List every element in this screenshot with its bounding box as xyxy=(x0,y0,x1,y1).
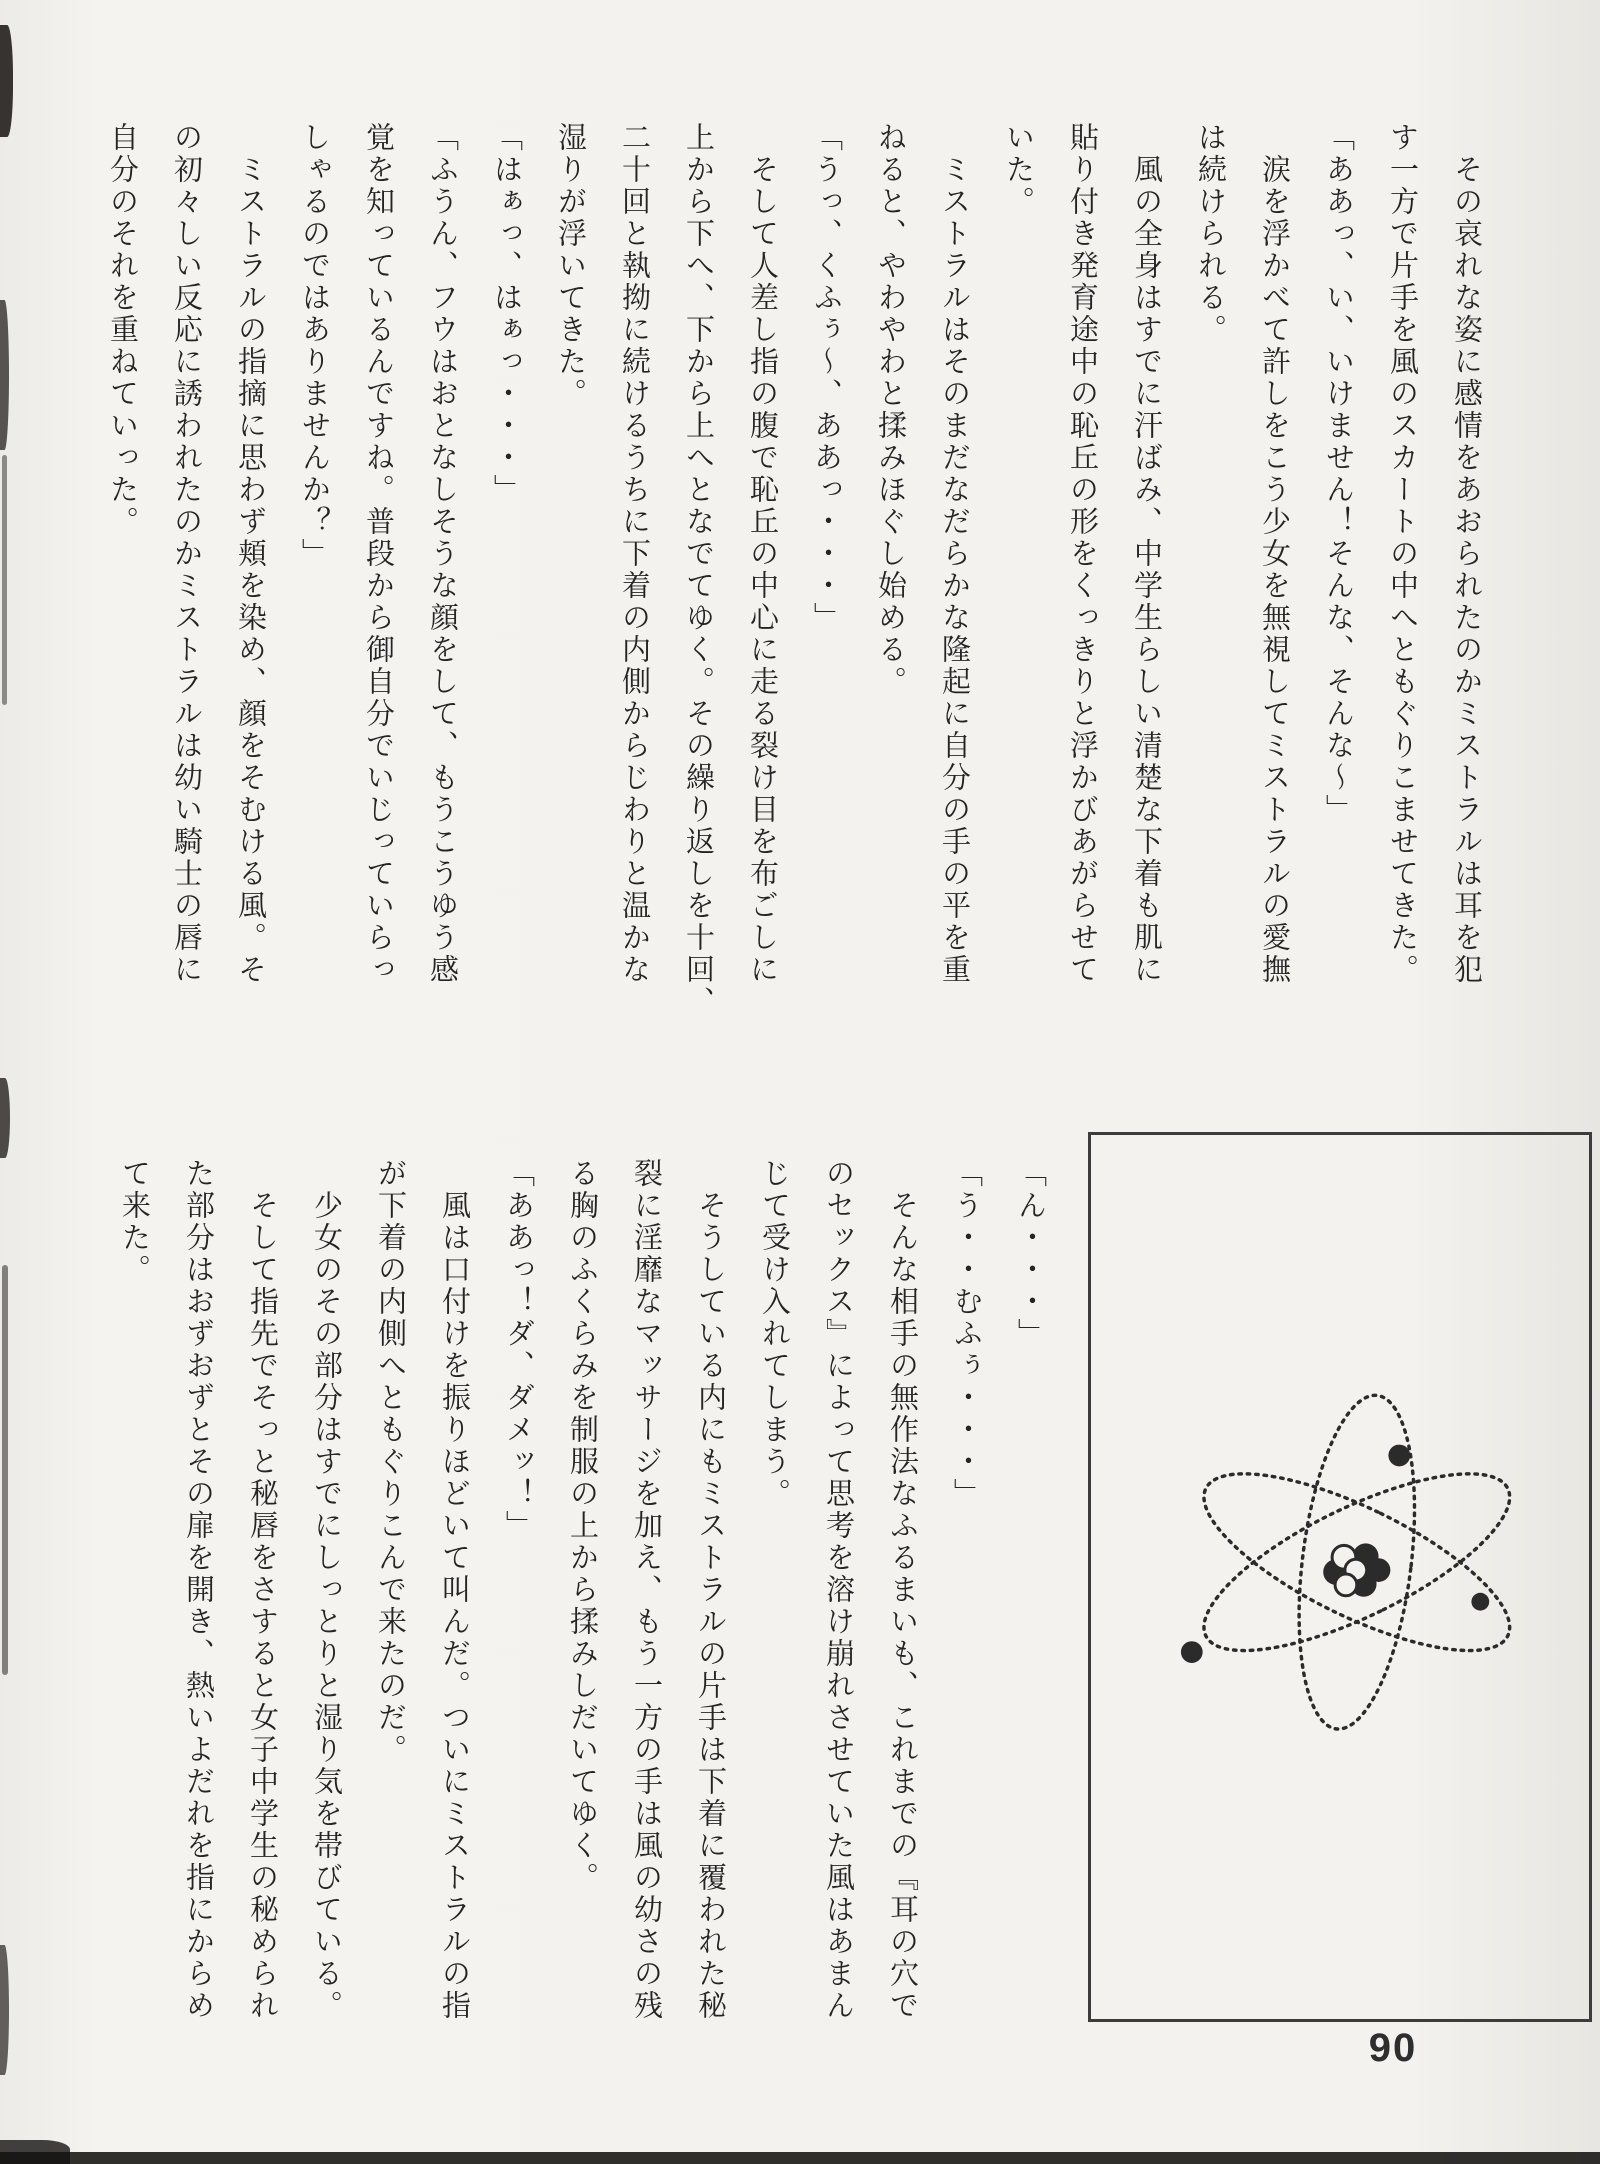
text-column: そして人差し指の腹で恥丘の中心に走る裂け目を布ごしに xyxy=(746,154,778,986)
text-column: 風は口付けを振りほどいて叫んだ。ついにミストラルの指 xyxy=(438,1190,470,2022)
text-column: 二十回と執拗に続けるうちに下着の内側からじわりと温かな xyxy=(618,122,650,986)
text-column: 「う・・むふぅ・・・」 xyxy=(950,1158,982,1510)
text-column: が下着の内側へともぐりこんで来たのだ。 xyxy=(374,1158,406,1766)
text-column: そんな相手の無作法なふるまいも、これまでの『耳の穴で xyxy=(886,1190,918,2022)
text-column: す一方で片手を風のスカートの中へともぐりこませてきた。 xyxy=(1386,122,1418,986)
text-column: 「はぁっ、はぁっ・・・」 xyxy=(490,122,522,506)
text-column: た部分はおずおずとその扉を開き、熱いよだれを指にからめ xyxy=(182,1158,214,2022)
text-column: 覚を知っているんですね。普段から御自分でいじっていらっ xyxy=(362,122,394,986)
scan-artifact xyxy=(0,25,13,137)
text-column: 「ああっ！ダ、ダメッ！」 xyxy=(502,1158,534,1542)
text-column: 「ああっ、い、いけません！そんな、そんな〜」 xyxy=(1322,122,1354,826)
electron-dot xyxy=(1181,1641,1203,1663)
text-column: のセックス』によって思考を溶け崩れさせていた風はあまん xyxy=(822,1158,854,2022)
text-column: そうしている内にもミストラルの片手は下着に覆われた秘 xyxy=(694,1190,726,2022)
text-column: 風の全身はすでに汗ばみ、中学生らしい清楚な下着も肌に xyxy=(1130,154,1162,986)
text-column: その哀れな姿に感情をあおられたのかミストラルは耳を犯 xyxy=(1450,154,1482,986)
text-column: 湿りが浮いてきた。 xyxy=(554,122,586,410)
scan-artifact-bottom-edge xyxy=(0,2152,1600,2164)
text-column: 「うっ、くふぅ〜、ああっ・・・」 xyxy=(810,122,842,634)
atom-illustration xyxy=(1091,1135,1589,2019)
text-column: ねると、やわやわと揉みほぐし始める。 xyxy=(874,122,906,698)
text-column: は続けられる。 xyxy=(1194,122,1226,346)
text-column: じて受け入れてしまう。 xyxy=(758,1158,790,1510)
text-column: しゃるのではありませんか？」 xyxy=(298,122,330,570)
electron-dot xyxy=(1388,1445,1410,1467)
scan-artifact xyxy=(2,455,7,705)
text-column: 「ん・・・」 xyxy=(1014,1158,1046,1350)
top-text-block xyxy=(90,122,1498,1057)
text-column: の初々しい反応に誘われたのかミストラルは幼い騎士の唇に xyxy=(170,122,202,986)
text-column: 「ふうん、フウはおとなしそうな顔をして、もうこうゆう感 xyxy=(426,122,458,986)
text-column: ミストラルの指摘に思わず頬を染め、顔をそむける風。そ xyxy=(234,154,266,986)
text-column: て来た。 xyxy=(118,1158,150,1286)
text-column: 少女のその部分はすでにしっとりと湿り気を帯びている。 xyxy=(310,1190,342,2022)
bottom-text-block xyxy=(102,1158,1062,2093)
text-column: ミストラルはそのまだなだらかな隆起に自分の手の平を重 xyxy=(938,154,970,986)
nucleus xyxy=(1323,1543,1390,1596)
scan-artifact xyxy=(0,2140,70,2164)
text-column: 貼り付き発育途中の恥丘の形をくっきりと浮かびあがらせて xyxy=(1066,122,1098,986)
text-column: いた。 xyxy=(1002,122,1034,218)
text-column: 涙を浮かべて許しをこう少女を無視してミストラルの愛撫 xyxy=(1258,154,1290,986)
scan-artifact xyxy=(0,300,9,450)
text-column: 上から下へ、下から上へとなでてゆく。その繰り返しを十回、 xyxy=(682,122,714,1018)
electron-dot xyxy=(1471,1593,1489,1611)
text-column: 自分のそれを重ねていった。 xyxy=(106,122,138,538)
text-column: そして指先でそっと秘唇をさすると女子中学生の秘められ xyxy=(246,1190,278,2022)
page-number: 90 xyxy=(1368,2026,1418,2070)
illustration-frame xyxy=(1088,1132,1592,2022)
text-column: る胸のふくらみを制服の上から揉みしだいてゆく。 xyxy=(566,1158,598,1894)
scan-artifact xyxy=(2,1265,8,1675)
scan-artifact xyxy=(0,1945,9,2075)
text-column: 裂に淫靡なマッサージを加え、もう一方の手は風の幼さの残 xyxy=(630,1158,662,2022)
scan-artifact xyxy=(0,1078,10,1158)
